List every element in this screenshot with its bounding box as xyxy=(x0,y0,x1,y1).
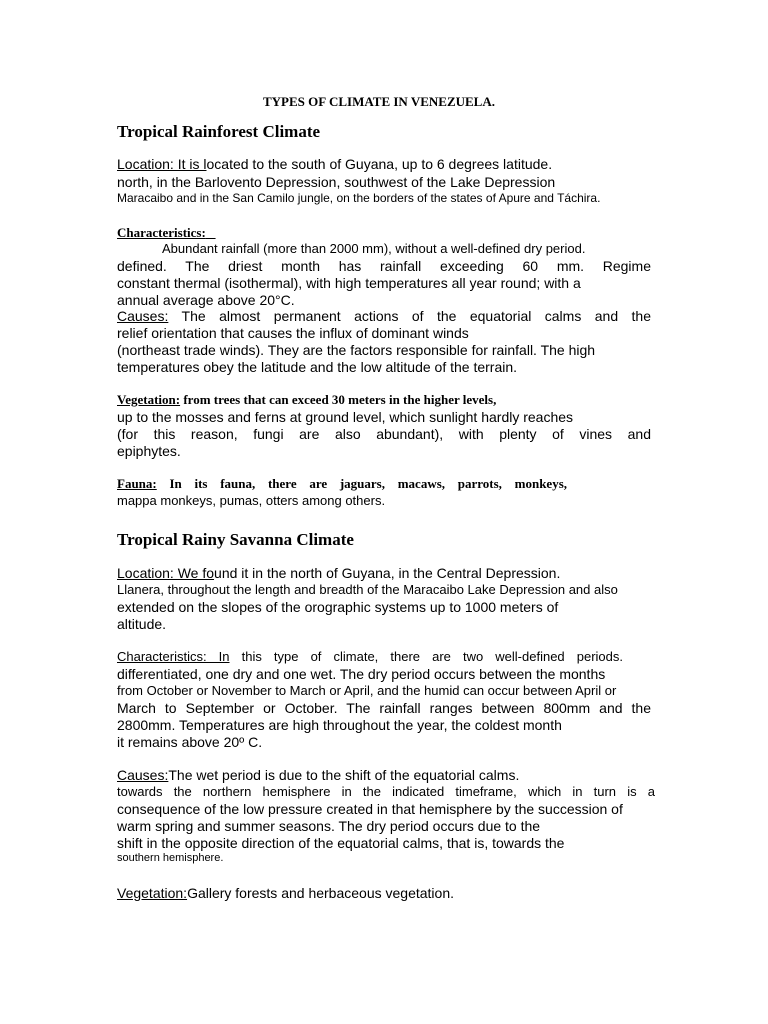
savanna-causes-line-3: consequence of the low pressure created in that hemisphere by the succession of xyxy=(117,801,623,817)
location-label: Location: We fo xyxy=(117,565,215,581)
savanna-vegetation-line-1: Vegetation:Gallery forests and herbaceous vegetation. xyxy=(117,885,454,901)
savanna-location-line-3: extended on the slopes of the orographic systems up to 1000 meters of xyxy=(117,599,559,615)
rainforest-vegetation-line-2: up to the mosses and ferns at ground level, which sunlight hardly reaches xyxy=(117,409,574,425)
savanna-location-line-4: altitude. xyxy=(117,616,167,632)
section-heading-rainforest: Tropical Rainforest Climate xyxy=(117,122,321,141)
savanna-characteristics-line-1: Characteristics: In this type of climate, there are two well-defined periods. xyxy=(117,649,623,664)
vegetation-label: Vegetation: xyxy=(117,392,181,407)
location-label: Location: It is l xyxy=(117,156,207,172)
savanna-characteristics-line-6: it remains above 20º C. xyxy=(117,734,263,750)
savanna-causes-line-4: warm spring and summer seasons. The dry period occurs due to the xyxy=(117,818,541,834)
rainforest-causes-line-4: temperatures obey the latitude and the low altitude of the terrain. xyxy=(117,359,518,375)
section-heading-savanna: Tropical Rainy Savanna Climate xyxy=(117,530,354,549)
rainforest-location-line-2: north, in the Barlovento Depression, southwest of the Lake Depression xyxy=(117,174,556,190)
rainforest-characteristics-line-4: annual average above 20°C. xyxy=(117,292,295,308)
rainforest-location-line-3: Maracaibo and in the San Camilo jungle, on the borders of the states of Apure and Táchira. xyxy=(117,191,601,205)
rainforest-fauna-line-2: mappa monkeys, pumas, otters among others. xyxy=(117,493,386,508)
savanna-causes-line-5: shift in the opposite direction of the equatorial calms, that is, towards the xyxy=(117,835,565,851)
savanna-characteristics-line-5: 2800mm. Temperatures are high throughout the year, the coldest month xyxy=(117,717,562,733)
savanna-characteristics-line-3: from October or November to March or April, and the humid can occur between April or xyxy=(117,683,617,698)
savanna-causes-line-1: Causes:The wet period is due to the shift of the equatorial calms. xyxy=(117,767,520,783)
rainforest-characteristics-line-1: Abundant rainfall (more than 2000 mm), without a well-defined dry period. xyxy=(162,241,586,256)
page-title: TYPES OF CLIMATE IN VENEZUELA. xyxy=(263,94,495,109)
rainforest-vegetation-line-3: (for this reason, fungi are also abundant), with plenty of vines and xyxy=(117,426,651,442)
rainforest-causes-line-2: relief orientation that causes the influx of dominant winds xyxy=(117,325,469,341)
savanna-characteristics-line-4: March to September or October. The rainfall ranges between 800mm and the xyxy=(117,700,651,716)
rainforest-characteristics-label: Characteristics: xyxy=(117,225,206,240)
savanna-location-line-2: Llanera, throughout the length and breadth of the Maracaibo Lake Depression and also xyxy=(117,582,618,597)
rainforest-characteristics-line-3: constant thermal (isothermal), with high temperatures all year round; with a xyxy=(117,275,581,291)
causes-label: Causes: xyxy=(117,767,169,783)
characteristics-label: Characteristics: In xyxy=(117,649,230,664)
rainforest-vegetation-line-4: epiphytes. xyxy=(117,443,181,459)
vegetation-label: Vegetation: xyxy=(117,885,188,901)
rainforest-location-line-1: Location: It is located to the south of Guyana, up to 6 degrees latitude. xyxy=(117,156,553,172)
fauna-label: Fauna: xyxy=(117,476,157,491)
rainforest-fauna-line-1: Fauna: In its fauna, there are jaguars, macaws, parrots, monkeys, xyxy=(117,476,568,491)
rainforest-vegetation-line-1: Vegetation: from trees that can exceed 30 meters in the higher levels, xyxy=(117,392,497,407)
rainforest-causes-line-3: (northeast trade winds). They are the factors responsible for rainfall. The high xyxy=(117,342,596,358)
rainforest-characteristics-line-2: defined. The driest month has rainfall exceeding 60 mm. Regime xyxy=(117,258,651,274)
savanna-characteristics-line-2: differentiated, one dry and one wet. The dry period occurs between the months xyxy=(117,666,606,682)
causes-label: Causes: xyxy=(117,308,169,324)
rainforest-causes-line-1: Causes: The almost permanent actions of the equatorial calms and the xyxy=(117,308,651,324)
savanna-causes-line-2: towards the northern hemisphere in the indicated timeframe, which in turn is a xyxy=(117,784,655,799)
savanna-location-line-1: Location: We found it in the north of Guyana, in the Central Depression. xyxy=(117,565,561,581)
savanna-causes-line-6: southern hemisphere. xyxy=(117,852,224,864)
